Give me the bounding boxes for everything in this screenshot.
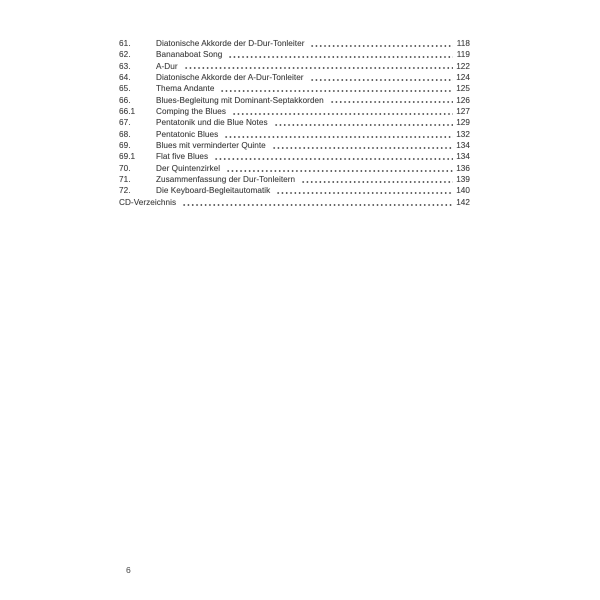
toc-entry-row: [119, 72, 470, 83]
toc-entry-number: 62.: [119, 50, 131, 60]
dot-leader: [219, 83, 453, 94]
toc-entry-number: 66.1: [119, 107, 136, 117]
toc-entry-page-number: 139: [456, 175, 470, 185]
toc-entry-title: A-Dur: [156, 61, 178, 71]
toc-entry-row: [119, 129, 470, 140]
toc-entry-number: 64.: [119, 73, 131, 83]
toc-entry-title: Der Quintenzirkel: [156, 163, 221, 173]
toc-entry-page-number: 129: [456, 118, 470, 128]
dot-leader: [309, 72, 453, 83]
table-of-contents: [119, 38, 470, 208]
toc-entry-title: Pentatonic Blues: [156, 129, 219, 139]
dot-leader: [213, 151, 453, 162]
toc-entry-title: Die Keyboard-Begleitautomatik: [156, 186, 271, 196]
toc-entry-row: [119, 163, 470, 174]
page-number-footer: 6: [126, 565, 131, 575]
toc-entry-title: Blues-Begleitung mit Dominant-Septakkorden: [156, 95, 324, 105]
toc-entry-page-number: 134: [456, 152, 470, 162]
toc-entry-title: Blues mit verminderter Quinte: [156, 141, 266, 151]
toc-entry-page-number: 136: [456, 163, 470, 173]
toc-entry-number: 65.: [119, 84, 131, 94]
toc-entry-page-number: 118: [456, 39, 470, 48]
toc-entry-page-number: 140: [456, 186, 470, 196]
toc-entry-row: [119, 38, 470, 49]
dot-leader: [271, 140, 453, 151]
dot-leader: [225, 163, 453, 174]
toc-entry-number: 61.: [119, 39, 131, 48]
toc-entry-row: [119, 117, 470, 128]
toc-entry-number: 71.: [119, 175, 131, 185]
dot-leader: [329, 95, 453, 106]
toc-entry-row: [119, 151, 470, 162]
dot-leader: [300, 174, 453, 185]
toc-entry-title: Thema Andante: [156, 84, 215, 94]
toc-entry-page-number: 127: [456, 107, 470, 117]
toc-entry-row: [119, 140, 470, 151]
toc-entry-title: CD-Verzeichnis: [119, 197, 177, 207]
toc-entry-page-number: 125: [456, 84, 470, 94]
toc-entry-number: 66.: [119, 95, 131, 105]
toc-entry-number: 68.: [119, 129, 131, 139]
dot-leader: [227, 49, 453, 60]
toc-entry-title: Diatonische Akkorde der A-Dur-Tonleiter: [156, 73, 304, 83]
toc-entry-row: [119, 83, 470, 94]
toc-entry-row: [119, 185, 470, 196]
toc-entry-number: 72.: [119, 186, 131, 196]
toc-entry-page-number: 122: [456, 61, 470, 71]
dot-leader: [181, 197, 453, 208]
toc-entry-row: [119, 49, 470, 60]
toc-entry-title: Pentatonik und die Blue Notes: [156, 118, 268, 128]
toc-entry-page-number: 124: [456, 73, 470, 83]
dot-leader: [309, 38, 453, 49]
toc-entry-title: Diatonische Akkorde der D-Dur-Tonleiter: [156, 39, 305, 48]
toc-entry-row: [119, 95, 470, 106]
toc-entry-title: Flat five Blues: [156, 152, 209, 162]
toc-entry-title: Comping the Blues: [156, 107, 227, 117]
toc-entry-page-number: 126: [456, 95, 470, 105]
toc-entry-row: [119, 174, 470, 185]
dot-leader: [231, 106, 453, 117]
toc-entry-page-number: 132: [456, 129, 470, 139]
toc-entry-page-number: 134: [456, 141, 470, 151]
toc-entry-number: 70.: [119, 163, 131, 173]
toc-entry-number: 69.: [119, 141, 131, 151]
toc-entry-page-number: 142: [456, 197, 470, 207]
toc-entry-row: [119, 197, 470, 208]
toc-entry-row: [119, 106, 470, 117]
toc-entry-number: 67.: [119, 118, 131, 128]
dot-leader: [223, 129, 453, 140]
toc-entry-title: Zusammenfassung der Dur-Tonleitern: [156, 175, 296, 185]
dot-leader: [273, 117, 453, 128]
dot-leader: [183, 61, 453, 72]
toc-entry-number: 63.: [119, 61, 131, 71]
toc-entry-row: [119, 61, 470, 72]
toc-entry-page-number: 119: [456, 50, 470, 60]
toc-entry-title: Bananaboat Song: [156, 50, 223, 60]
toc-entry-number: 69.1: [119, 152, 136, 162]
dot-leader: [275, 185, 453, 196]
